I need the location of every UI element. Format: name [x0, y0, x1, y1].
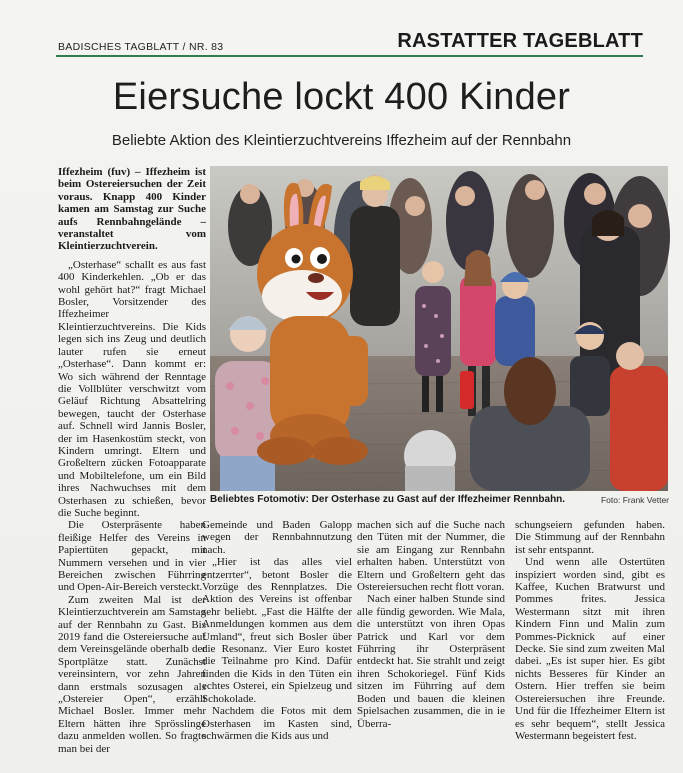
body-paragraph: Gemeinde und Baden Galopp wegen der Rennbahnnutzung nach. [202, 519, 352, 556]
body-paragraph: Zum zweiten Mal ist der Kleintierzuchtverein am Samstag auf der Rennbahn zu Gast. Bis 2019 fand die Ostereiersuche auf dem Vereinsgelände oberhalb der Sportplätze statt. Zunächst vereinsintern, vor zehn Jahren dann erstmals sozusagen als „Ostereier Open“, erzählt Michael Bosler. Immer mehr Eltern hätten ihre Sprösslinge dazu anmelden wollen. So fragte man bei der [58, 593, 206, 755]
lead-paragraph: Iffezheim (fuv) – Iffezheim ist beim Ostereiersuchen der Zeit voraus. Knapp 400 Kinder kamen am Samstag zur Suche aufs Rennbahngelände – veranstaltet vom Kleintierzuchtverein. [58, 166, 206, 253]
article-column-3 [357, 519, 505, 744]
article-photo [210, 166, 668, 491]
article-column-2 [202, 519, 352, 744]
body-paragraph: Die Osterpräsente haben fleißige Helfer des Vereins in Papiertüten gepackt, mit Nummern versehen und in vier Bereichen zwischen Führring und Open-Air-Bereich versteckt. [58, 519, 206, 594]
headline: Eiersuche lockt 400 Kinder [112, 76, 571, 118]
photo-caption: Beliebtes Fotomotiv: Der Osterhase zu Gast auf der Iffezheimer Rennbahn. [210, 494, 566, 505]
body-paragraph: „Hier ist das alles viel entzerrter“, betont Bosler die Vorzüge des Rennplatzes. Die Aktion des Vereins ist offenbar sehr beliebt. „Fast die Hälfte der Anmeldungen kommen aus dem Umland“, freut sich Bosler über die Resonanz. Vier Euro kostet die Teilnahme pro Kind. Dafür finden die Kids in den Tüten ein echtes Osterei, ein Spielzeug und Schokolade. [202, 556, 352, 705]
masthead-rule [56, 55, 643, 57]
easter-bunny-photo-illustration [210, 166, 668, 491]
body-paragraph: Und wenn alle Ostertüten inspiziert worden sind, gibt es Kaffee, Kuchen Bratwurst und Pommes frites. Jessica Westermann sitzt mit ihren Kindern Finn und Malin zum Pommes-Picknick auf einer Decke. Sie sind zum zweiten Mal dabei. „Es ist super hier. Es gibt nichts Besseres für Kinder an Ostern. Hier treffen sie beim Ostereiersuchen ihre Freunde. Und für die Iffezheimer Eltern ist es sehr bequem“, stellt Jessica Westermann begeistert fest. [515, 556, 665, 742]
issue-label: BADISCHES TAGBLATT / NR. 83 [58, 41, 224, 53]
newspaper-name: RASTATTER TAGEBLATT [397, 30, 643, 52]
body-paragraph: „Osterhase“ schallt es aus fast 400 Kinderkehlen. „Ob er das wohl gehört hat?“ fragt Michael Bosler, Vorsitzender des Iffezheimer Kleintierzuchtvereins. Die Kids legen sich ins Zeug und deutlich lauter rufen sie erneut „Osterhase“. Dann kommt er: Wo sich während der Renntage die Vollblüter verschwitzt vom Geläuf Richtung Absattelring bewegen, taucht der Osterhase auf. Schnell wird Jannis Bosler, der im Hasenkostüm steckt, von Kindern umringt. Eltern und Großeltern zücken Fotoapparate und Mobiltelefone, um ein Bild ihres Nachwuchses mit dem Osterhasen zu schießen, bevor die Suche beginnt. [58, 258, 206, 519]
article-column-4 [515, 519, 665, 744]
article-column-1 [58, 166, 206, 755]
photo-credit: Foto: Frank Vetter [600, 495, 669, 505]
body-paragraph: machen sich auf die Suche nach den Tüten mit der Nummer, die sie am Eingang zur Rennbahn erhalten haben. Unterstützt von Eltern und Großeltern geht das Ostereiersuchen recht flott voran. [357, 519, 505, 594]
body-paragraph: Nach einer halben Stunde sind alle fündig geworden. Wie Mala, die unterstützt von ihren Opas Patrick und Karl vor dem Führring ihr Osterpräsent entdeckt hat. Sie strahlt und zeigt ihren Schokoriegel. Fünf Kids sitzen im Führring auf dem Boden und bauen die kleinen Spielsachen zusammen, die in ie Überra- [357, 593, 505, 730]
subheadline: Beliebte Aktion des Kleintierzuchtvereins Iffezheim auf der Rennbahn [111, 132, 572, 149]
body-paragraph: Nachdem die Fotos mit dem Osterhasen im Kasten sind, schwärmen die Kids aus und [202, 705, 352, 742]
body-paragraph: schungseiern gefunden haben. Die Stimmung auf der Rennbahn ist sehr entspannt. [515, 519, 665, 556]
